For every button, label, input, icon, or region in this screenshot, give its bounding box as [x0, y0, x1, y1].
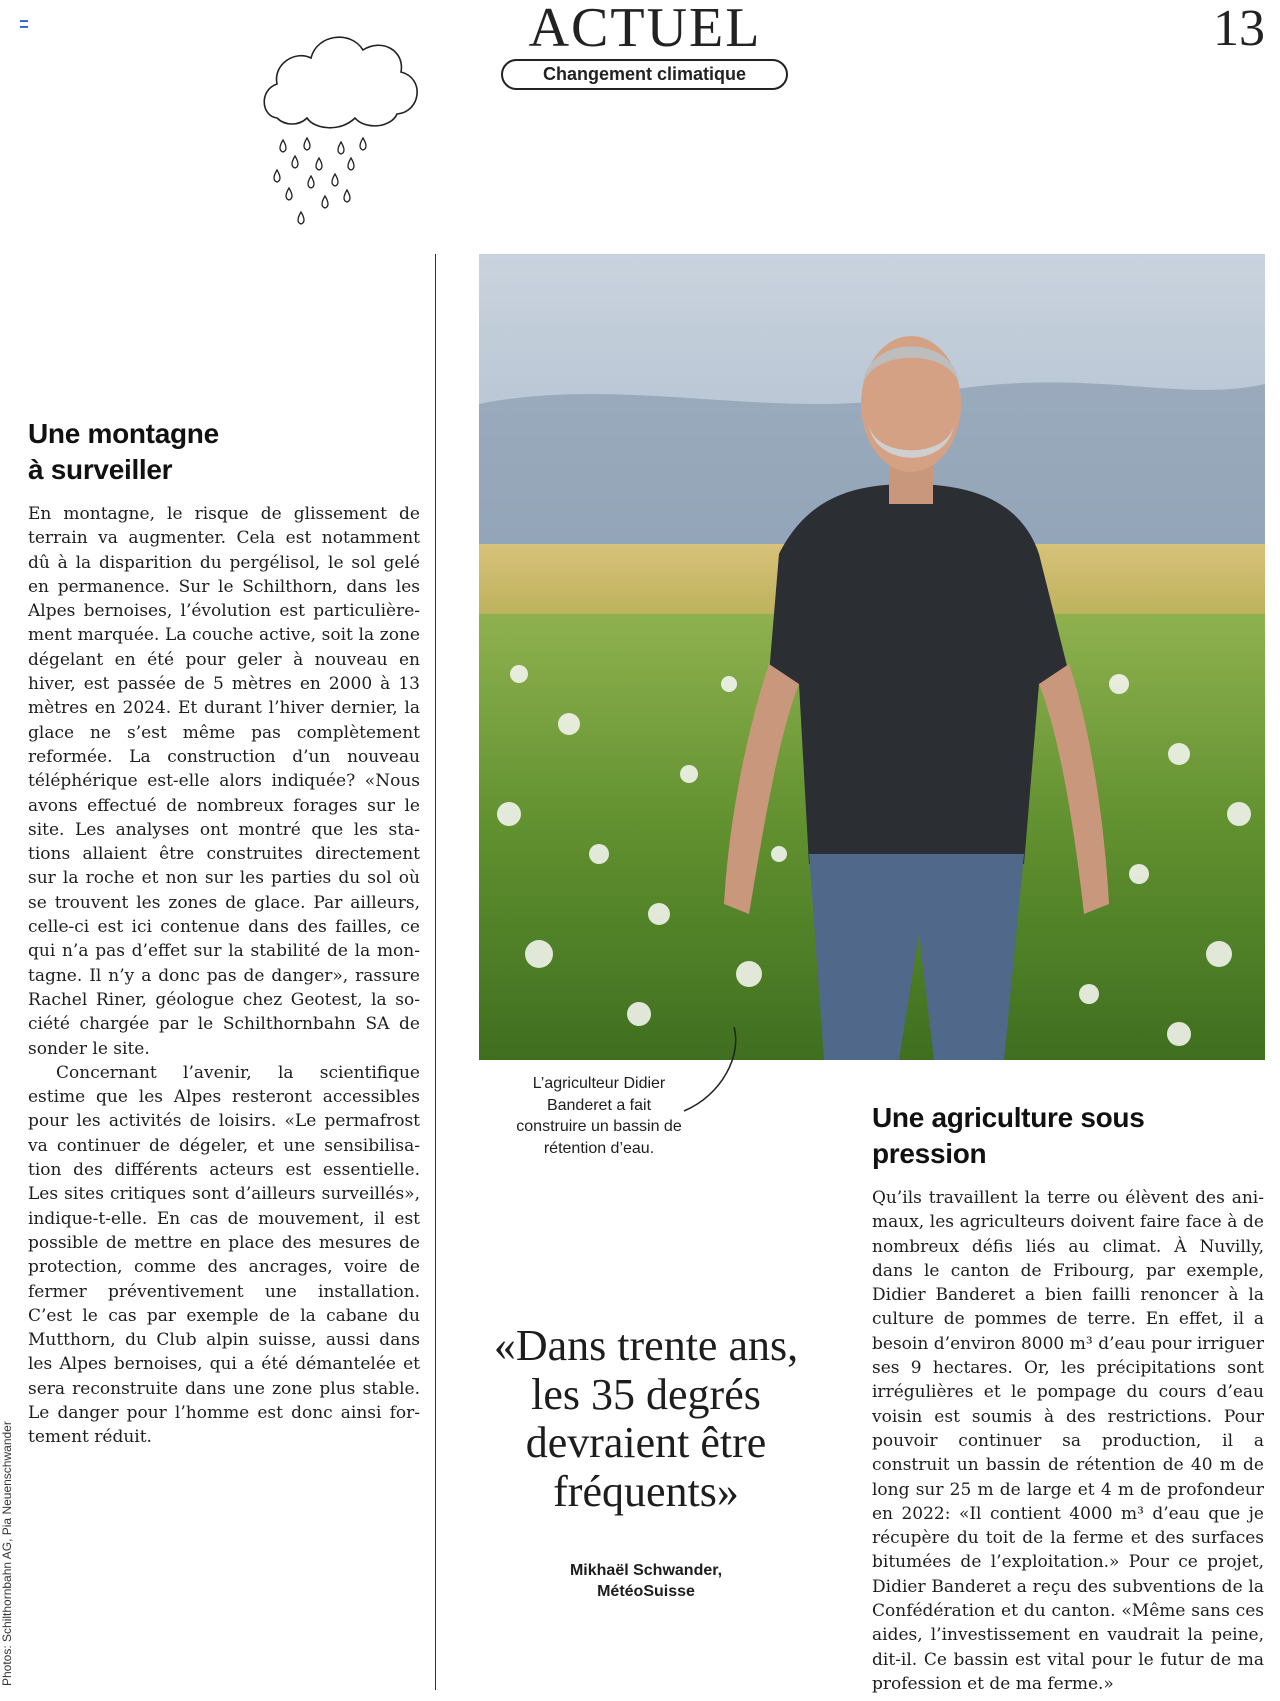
quote-author-name: Mikhaël Schwander,	[569, 1562, 723, 1579]
left-title-line2: à surveiller	[28, 454, 173, 485]
right-title-line2: pression	[872, 1138, 987, 1169]
menu-icon[interactable]	[20, 20, 28, 28]
right-article-title	[872, 1100, 1262, 1172]
column-divider	[435, 254, 436, 1690]
left-paragraph-2: Concernant l’avenir, la scientifique estime que les Alpes resteront accessibles pour les activités de loisirs. «Le permafrost va continuer de dégeler, et une sensibilisation des différents acteurs est essentielle. Les sites critiques sont d’ailleurs surveillés», indique-t-elle. En cas de mouvement, il est possible de mettre en place des mesures de protection, comme des ancrages, voire de fermer préventivement une installation. C’est le cas par exemple de la cabane du Mutthorn, du Club alpin suisse, aussi dans les Alpes bernoises, qui a été démantelée et sera reconstruite dans une zone plus stable. Le danger pour l’homme est donc ainsi fortement réduit.	[28, 1062, 420, 1448]
quote-author-org: MétéoSuisse	[597, 1583, 695, 1600]
left-title-line1: Une montagne	[28, 418, 219, 449]
photo-caption: L’agriculteur Didier Banderet a fait construire un bassin de rétention d’eau.	[516, 1075, 682, 1157]
caption-leader-line	[682, 1025, 762, 1115]
left-article-body	[28, 502, 420, 1450]
rain-cloud-icon	[255, 20, 420, 235]
right-title-line1: Une agriculture sous	[872, 1102, 1145, 1133]
section-tag: Changement climatique	[501, 59, 788, 90]
left-article-title	[28, 416, 408, 488]
quote-author	[520, 1560, 772, 1602]
left-paragraph-1: En montagne, le risque de glissement de terrain va augmenter. Cela est notamment dû à la disparition du pergélisol, le sol gelé en permanence. Sur le Schilthorn, dans les Alpes bernoises, l’évolution est particulièrement marquée. La couche active, soit la zone dégelant en été pour geler à nouveau en hiver, est passée de 5 mètres en 2000 à 13 mètres en 2024. Et durant l’hiver dernier, la glace ne s’est même pas complètement reformée. La construction d’un nouveau téléphérique est-elle alors indiquée? «Nous avons effectué de nombreux forages sur le site. Les analyses ont montré que les stations allaient être construites directement sur la roche et non sur les parties du sol où se trouvent les zones de glace. Par ailleurs, celle-ci est ici contenue dans des failles, ce qui n’a pas d’effet sur la stabilité de la montagne. Il n’y a donc pas de danger», rassure Rachel Riner, géologue chez Geotest, la société chargée par le Schilthornbahn SA de sonder le site.	[28, 504, 420, 1059]
pull-quote: «Dans trente ans, les 35 degrés devraient être fréquents»	[493, 1321, 799, 1516]
farmer-photo	[479, 254, 1265, 1060]
rubric-title: ACTUEL	[528, 0, 762, 59]
photo-credit: Photos: Schilthornbahn AG, Pia Neuenschwander	[0, 1421, 14, 1686]
page-number: 13	[1213, 0, 1265, 57]
right-paragraph-1: Qu’ils travaillent la terre ou élèvent des animaux, les agriculteurs doivent faire face à de nombreux défis liés au climat. À Nuvilly, dans le canton de Fribourg, par exemple, Didier Banderet a bien failli renoncer à la culture de pommes de terre. En effet, il a besoin d’environ 8000 m³ d’eau pour irriguer ses 9 hectares. Or, les précipitations sont irrégulières et le pompage du cours d’eau voisin est soumis à des restrictions. Pour pouvoir continuer sa production, il a construit un bassin de rétention de 40 m de long sur 25 m de large et 4 m de profondeur en 2022: «Il contient 4000 m³ d’eau que je récupère du toit de la ferme et des surfaces bitumées de l’exploitation.» Pour ce projet, Didier Banderet a reçu des subventions de la Confédération et du canton. «Même sans ces aides, l’investissement en vaudrait la peine, dit-il. Ce bassin est vital pour le futur de ma profession et de ma ferme.»	[872, 1188, 1264, 1694]
right-article-body	[872, 1186, 1264, 1696]
